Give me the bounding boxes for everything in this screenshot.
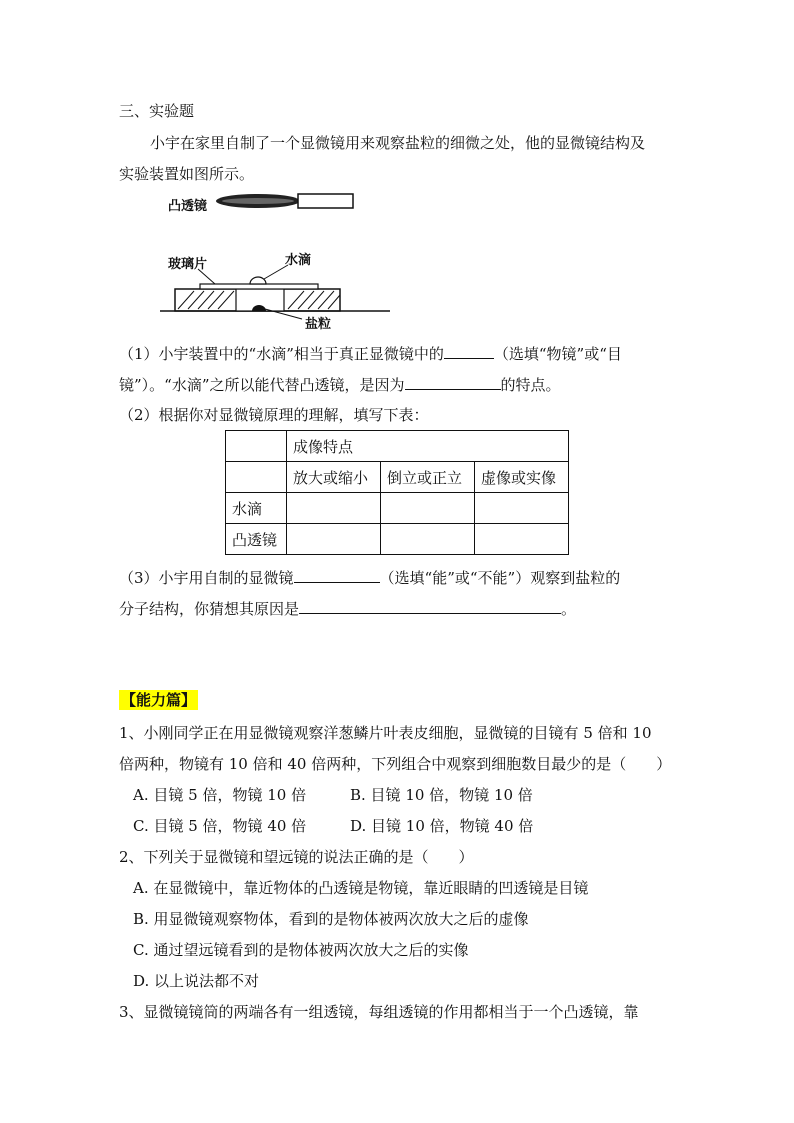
table-answer-cell[interactable] (381, 493, 475, 524)
p1-option-c[interactable]: C. 目镜 5 倍，物镜 40 倍 (133, 817, 307, 835)
q1-text-c: 镜”）。“水滴”之所以能代替凸透镜，是因为 (119, 376, 405, 394)
microscope-figure (160, 185, 390, 335)
q2-text: （2）根据你对显微镜原理的理解，填写下表： (119, 406, 429, 424)
table-row (226, 493, 569, 524)
table-answer-cell[interactable] (381, 524, 475, 555)
q3-line1 (119, 567, 620, 588)
p1-option-d[interactable]: D. 目镜 10 倍，物镜 40 倍 (350, 817, 534, 835)
p2-option-b[interactable]: B. 用显微镜观察物体，看到的是物体被两次放大之后的虚像 (133, 910, 529, 928)
section-title: 三、实验题 (119, 102, 195, 120)
q1-text-a: （1）小宇装置中的“水滴”相当于真正显微镜中的 (119, 345, 444, 363)
q3-line2 (119, 598, 576, 619)
p1-stem-line2: 倍两种，物镜有 10 倍和 40 倍两种，下列组合中观察到细胞数目最少的是（ ） (119, 755, 672, 773)
ability-section-tag: 【能力篇】 (121, 691, 197, 709)
p1-option-b[interactable]: B. 目镜 10 倍，物镜 10 倍 (350, 786, 533, 804)
table-corner-cell (226, 431, 287, 462)
table-empty-cell (226, 462, 287, 493)
q1-line2 (119, 374, 561, 395)
p3-stem-line1: 3、显微镜镜筒的两端各有一组透镜，每组透镜的作用都相当于一个凸透镜，靠 (119, 1003, 639, 1021)
microscope-diagram (160, 185, 390, 335)
table-answer-cell[interactable] (287, 493, 381, 524)
table-col-header: 放大或缩小 (287, 462, 381, 493)
p1-option-a[interactable]: A. 目镜 5 倍，物镜 10 倍 (133, 786, 307, 804)
p2-stem: 2、下列关于显微镜和望远镜的说法正确的是（ ） (119, 848, 474, 866)
q3-text-a: （3）小宇用自制的显微镜 (119, 569, 294, 587)
table-row (226, 524, 569, 555)
q3-text-d: 。 (561, 600, 577, 618)
salt-grain-label: 盐粒 (305, 317, 332, 332)
table-answer-cell[interactable] (287, 524, 381, 555)
glass-slide-shape (200, 284, 318, 289)
table-row-header: 水滴 (226, 493, 287, 524)
table-row-header: 凸透镜 (226, 524, 287, 555)
glass-slide-label: 玻璃片 (168, 257, 208, 272)
table-col-header: 倒立或正立 (381, 462, 475, 493)
q3-blank-1[interactable] (294, 567, 380, 583)
water-drop-label: 水滴 (285, 253, 312, 268)
base-block (160, 289, 390, 311)
p2-option-c[interactable]: C. 通过望远镜看到的是物体被两次放大之后的实像 (133, 941, 469, 959)
imaging-table (225, 430, 569, 555)
q1-text-d: 的特点。 (500, 376, 561, 394)
convex-lens-shape (216, 194, 353, 208)
intro-text-line1: 小宇在家里自制了一个显微镜用来观察盐粒的细微之处，他的显微镜结构及 (150, 134, 646, 152)
convex-lens-label: 凸透镜 (168, 199, 208, 214)
q1-blank-1[interactable] (444, 343, 494, 359)
q1-blank-2[interactable] (405, 374, 501, 390)
q3-text-c: 分子结构，你猜想其原因是 (119, 600, 300, 618)
q3-blank-2[interactable] (299, 598, 561, 614)
table-answer-cell[interactable] (475, 524, 569, 555)
table-answer-cell[interactable] (475, 493, 569, 524)
p2-option-a[interactable]: A. 在显微镜中，靠近物体的凸透镜是物镜，靠近眼睛的凹透镜是目镜 (133, 879, 589, 897)
table-group-header: 成像特点 (287, 431, 569, 462)
q3-text-b: （选填“能”或“不能”）观察到盐粒的 (379, 569, 621, 587)
q1-text-b: （选填“物镜”或“目 (493, 345, 622, 363)
intro-text-line2: 实验装置如图所示。 (119, 165, 255, 183)
p2-option-d[interactable]: D. 以上说法都不对 (133, 972, 260, 990)
table-col-header: 虚像或实像 (475, 462, 569, 493)
p1-stem-line1: 1、小刚同学正在用显微镜观察洋葱鳞片叶表皮细胞，显微镜的目镜有 5 倍和 10 (119, 724, 652, 742)
q1-line1 (119, 343, 622, 364)
water-drop-shape (250, 277, 266, 284)
